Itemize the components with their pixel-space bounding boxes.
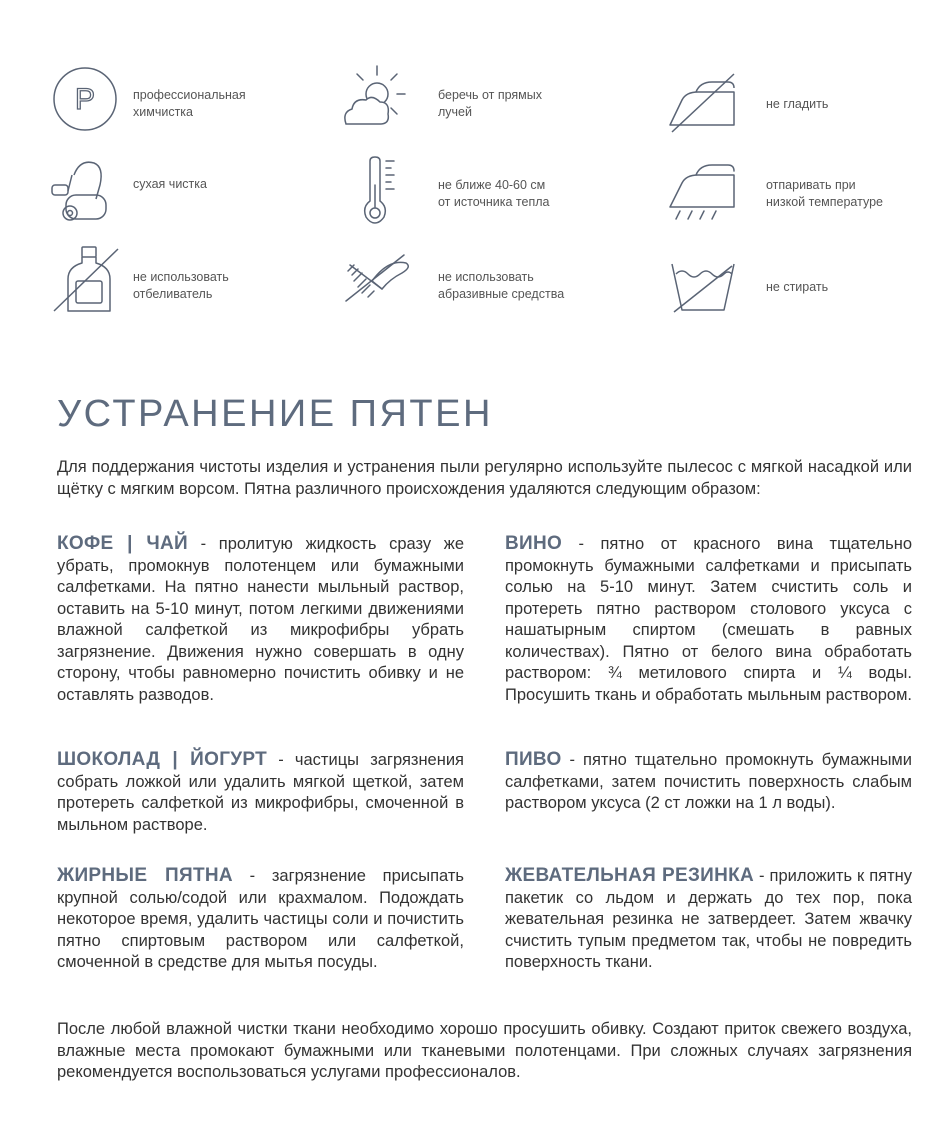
- outro-paragraph: После любой влажной чистки ткани необходимо хорошо просушить обивку. Создают приток свежего воздуха, влажные места промокают бумажными или тканевыми полотенцами. При сложных случаях загрязнения рекомендуется воспользоваться услугами профессионалов.: [57, 1020, 912, 1081]
- no-ironing-icon: [668, 70, 738, 140]
- care-label-steam: отпаривать при низкой температуре: [766, 178, 883, 209]
- stain-text: - пятно от красного вина тщательно промокнуть бумажными салфетками и присыпать солью на 5-10 минут. Затем счистить соль и протереть пятно раствором столового уксуса с нашатырным спиртом (смешать в равных количествах). Пятно от белого вина обработать раствором: ¾ метилового спирта и ¼ воды. Просушить ткань и обработать мыльным раствором.: [505, 535, 913, 704]
- thermometer-icon: [340, 155, 410, 225]
- stain-title: КОФЕ | ЧАЙ: [57, 533, 188, 554]
- stain-text: - пролитую жидкость сразу же убрать, промокнув полотенцем или бумажными салфетками. На пятно нанести мыльный раствор, оставить на 5-10 минут, потом легкими движениями влажной салфеткой из микрофибры убрать загрязнение. Движения нужно совершать в одну сторону, чтобы равномерно почистить обивку и не оставлять разводов.: [57, 535, 464, 704]
- care-label-no-abrasive: не использовать абразивные средства: [438, 270, 565, 301]
- care-label-heat-distance: не ближе 40-60 см от источника тепла: [438, 178, 550, 209]
- care-label-no-wash: не стирать: [766, 280, 829, 294]
- stain-chocolate-yogurt: [57, 749, 464, 836]
- stain-text: - приложить к пятну пакетик со льдом и держать до тех пор, пока жевательная резинка не затвердеет. Затем жвачку счистить тупым предметом так, чтобы не повредить поверхность ткани.: [505, 867, 912, 971]
- care-label-no-bleach: не использовать отбеливатель: [133, 270, 229, 301]
- intro-paragraph: Для поддержания чистоты изделия и устранения пыли регулярно используйте пылесос с мягкой насадкой или щётку с мягким ворсом. Пятна различного происхождения удаляются следующим образом:: [57, 458, 912, 498]
- stain-grease: [57, 865, 464, 974]
- stain-title: ВИНО: [505, 533, 563, 554]
- stain-wine: [505, 533, 912, 706]
- stain-text: - загрязнение присыпать крупной солью/содой или крахмалом. Подождать некоторое время, удалить частицы соли и почистить пятно спиртовым раствором или салфеткой, смоченной в средстве для мытья посуды.: [57, 867, 464, 971]
- stain-title: ШОКОЛАД | ЙОГУРТ: [57, 749, 268, 770]
- stain-text: - пятно тщательно промокнуть бумажными салфетками, затем почистить поверхность слабым раствором уксуса (2 ст ложки на 1 л воды).: [505, 751, 912, 812]
- no-abrasive-brush-icon: [342, 249, 412, 319]
- page-title: УСТРАНЕНИЕ ПЯТЕН: [57, 393, 493, 435]
- sun-protection-icon: [340, 62, 410, 132]
- care-label-no-iron: не гладить: [766, 97, 829, 111]
- stain-title: ЖЕВАТЕЛЬНАЯ РЕЗИНКА: [505, 865, 755, 886]
- stain-coffee-tea: [57, 533, 464, 706]
- care-label-dry-cleaning: профессиональная химчистка: [133, 88, 246, 119]
- professional-dry-cleaning-icon: [50, 64, 120, 134]
- stain-title: ЖИРНЫЕ ПЯТНА: [57, 865, 233, 886]
- stain-text: - частицы загрязнения собрать ложкой или удалить мягкой щеткой, затем протереть салфеткой из микрофибры, смоченной в мыльном растворе.: [57, 751, 464, 834]
- stain-title: ПИВО: [505, 749, 562, 770]
- svg-text:P: P: [74, 83, 96, 116]
- care-label-vacuum: сухая чистка: [133, 177, 207, 191]
- stain-beer: [505, 749, 912, 815]
- no-washing-icon: [668, 252, 738, 322]
- no-bleach-icon: [52, 245, 122, 315]
- stain-chewing-gum: [505, 865, 912, 974]
- vacuum-cleaner-icon: [50, 155, 120, 225]
- care-label-sun: беречь от прямых лучей: [438, 88, 543, 119]
- steam-iron-icon: [668, 155, 738, 225]
